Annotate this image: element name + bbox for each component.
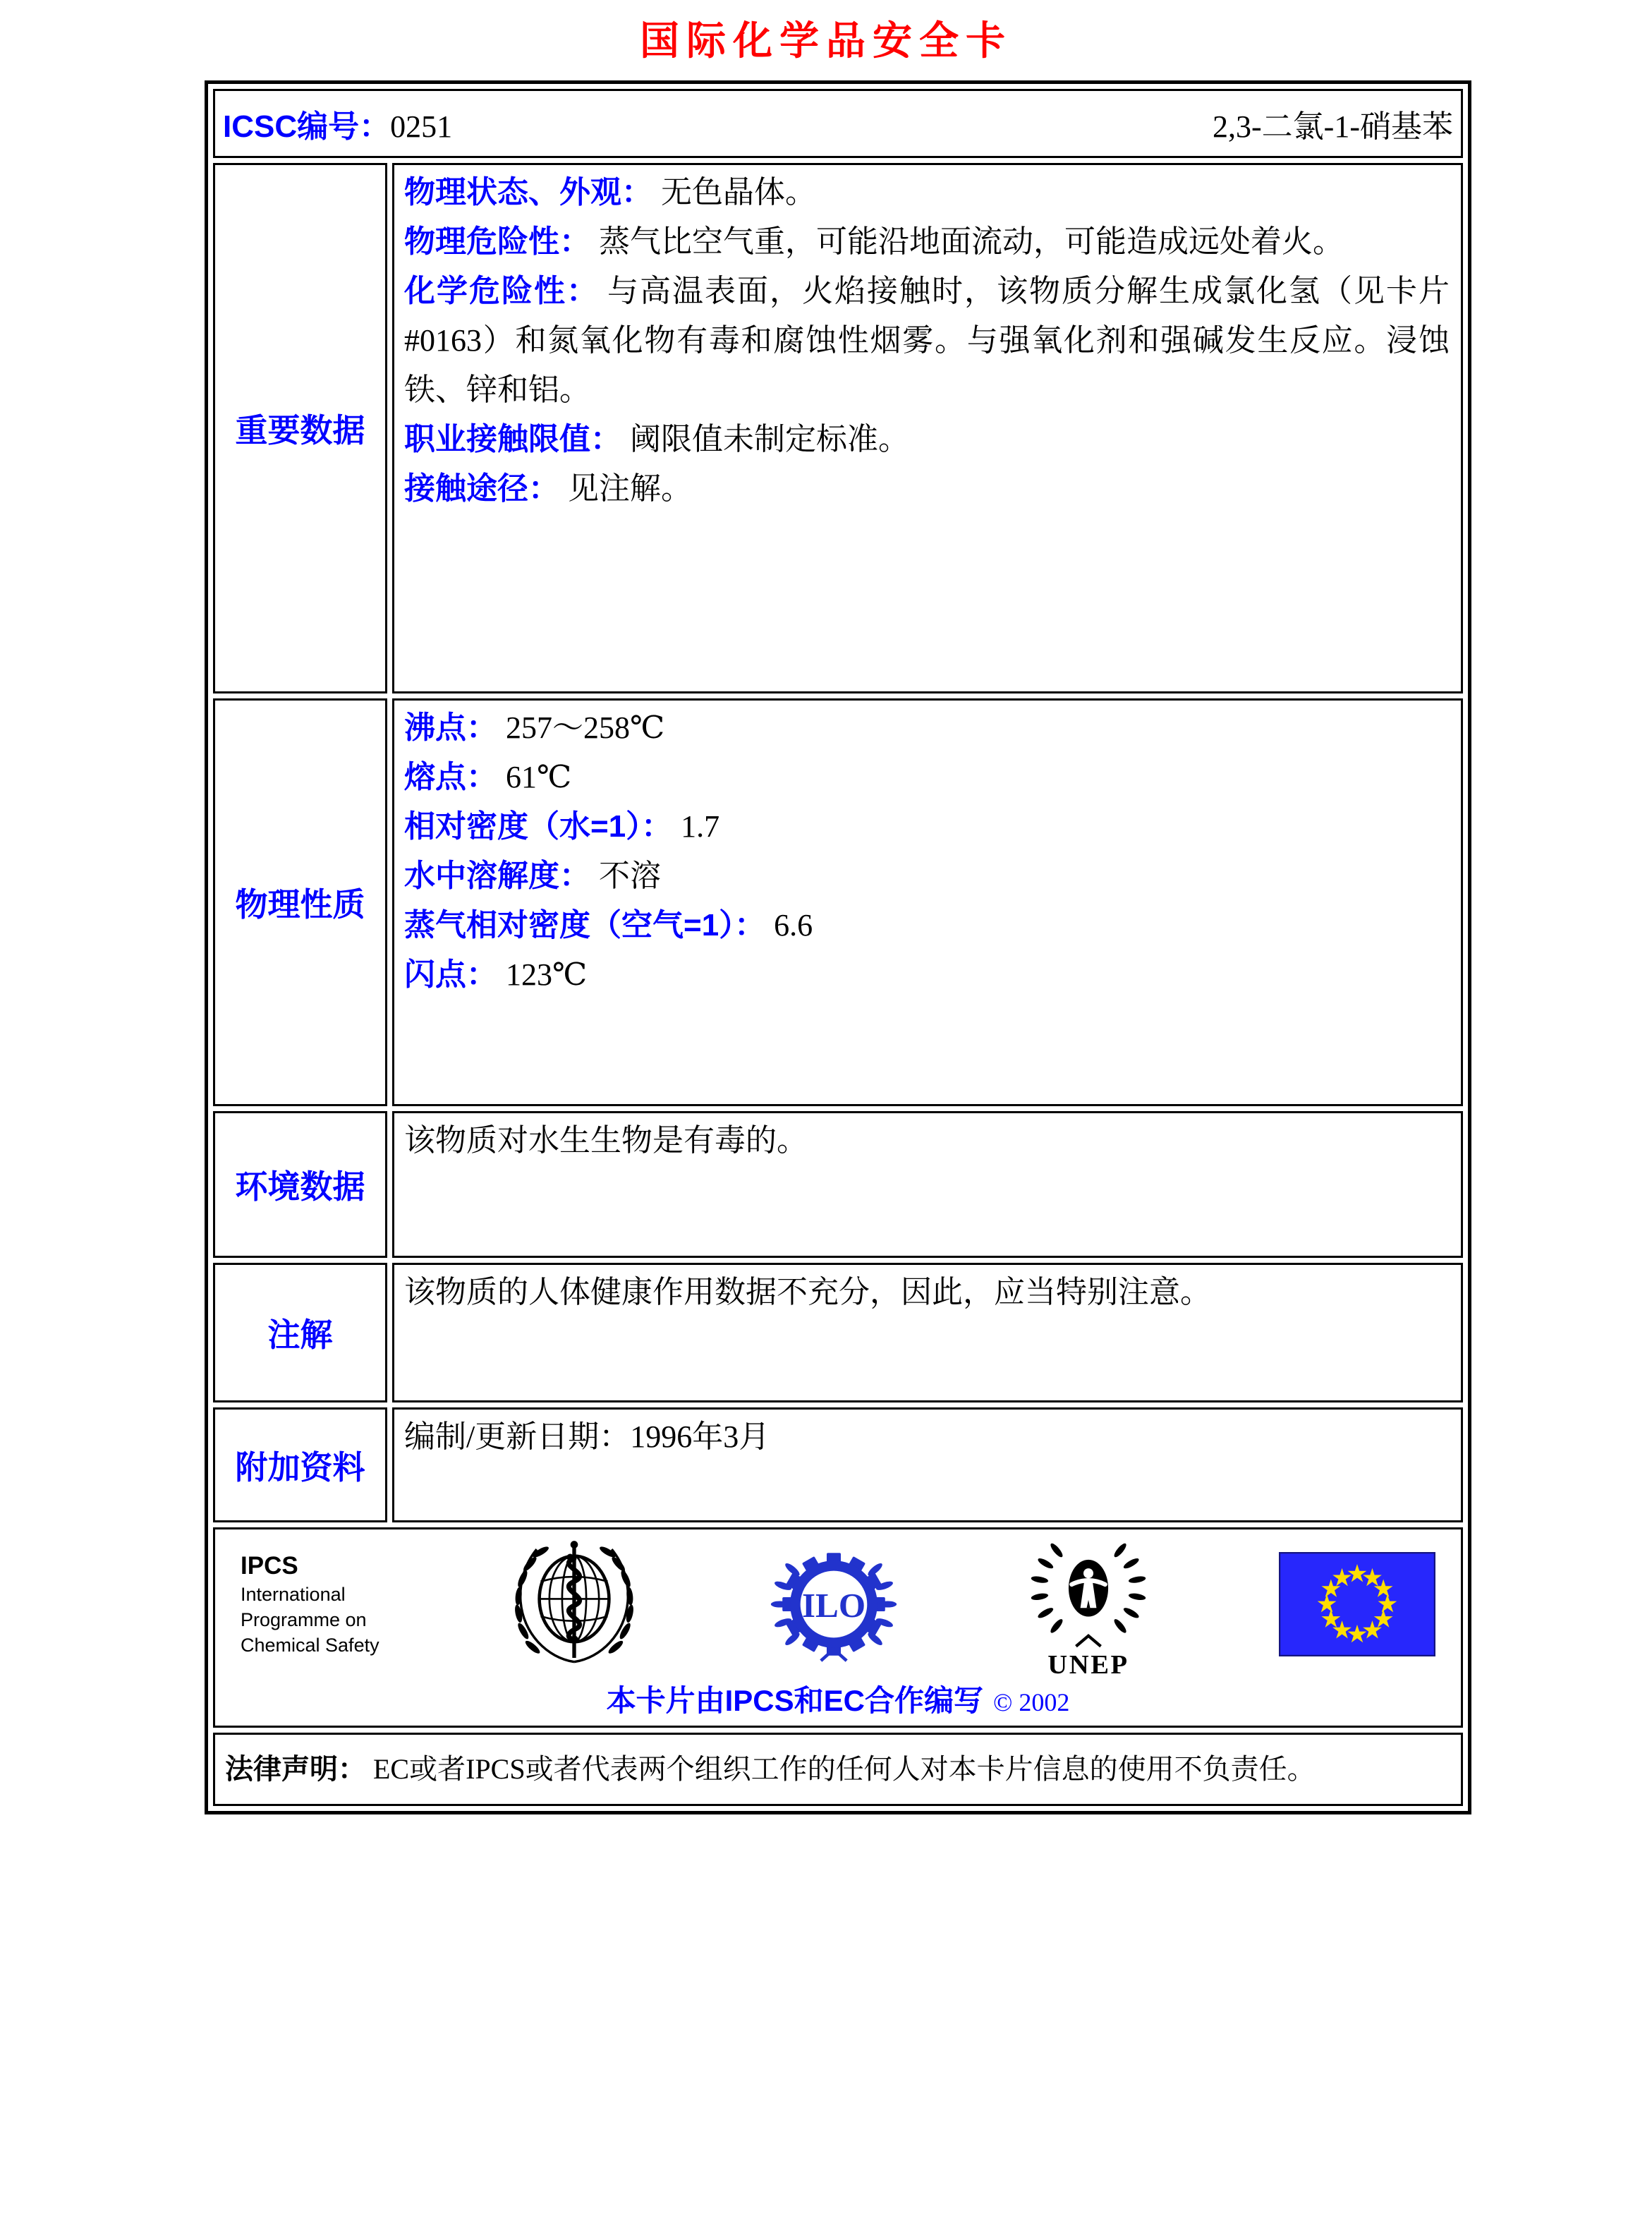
line-label: 水中溶解度： <box>404 859 590 893</box>
header-flex <box>216 92 1460 155</box>
unep-logo-text: UNEP <box>1047 1650 1129 1680</box>
line-text: 阈限值未制定标准。 <box>630 422 909 456</box>
line-text: 与高温表面，火焰接触时，该物质分解生成氯化氢（见卡片#0163）和氮氧化物有毒和腐蚀性烟雾。与强氧化剂和强碱发生反应。浸蚀铁、锌和铝。 <box>404 274 1450 407</box>
line-label: 沸点： <box>404 710 497 745</box>
data-line <box>404 217 1450 267</box>
icsc-number-value: 0251 <box>390 109 453 144</box>
data-line <box>404 1412 1450 1462</box>
line-text: 1.7 <box>681 809 720 844</box>
ipcs-text-block <box>241 1551 379 1658</box>
eu-flag-icon <box>1279 1552 1435 1656</box>
footer-row <box>213 1527 1463 1728</box>
section-content-environmental-data <box>392 1111 1463 1258</box>
line-label: 闪点： <box>404 957 497 992</box>
ipcs-line: International <box>241 1584 346 1605</box>
data-line <box>404 802 1450 852</box>
icsc-number-label: ICSC编号： <box>223 109 391 144</box>
section-content-important-data <box>392 163 1463 693</box>
data-line <box>404 415 1450 464</box>
line-text: 无色晶体。 <box>661 175 816 210</box>
data-line <box>404 852 1450 901</box>
data-line <box>404 1268 1450 1317</box>
ipcs-line: Chemical Safety <box>241 1635 379 1656</box>
footer-caption <box>241 1678 1435 1720</box>
icsc-card-table <box>205 80 1471 1814</box>
line-text: 61℃ <box>506 760 572 794</box>
section-row-important-data <box>213 163 1463 693</box>
line-text: 编制/更新日期：1996年3月 <box>404 1419 770 1454</box>
legal-cell <box>213 1733 1463 1806</box>
section-row-additional-info <box>213 1407 1463 1522</box>
line-label: 化学危险性： <box>404 274 599 308</box>
line-label: 熔点： <box>404 760 497 794</box>
line-text: 蒸气比空气重，可能沿地面流动，可能造成远处着火。 <box>599 224 1344 259</box>
line-text: 见注解。 <box>568 471 692 506</box>
who-logo-icon <box>507 1537 641 1671</box>
footer-caption-text: 本卡片由IPCS和EC合作编写 <box>606 1684 983 1717</box>
section-row-notes <box>213 1263 1463 1402</box>
line-text: 257～258℃ <box>506 710 665 745</box>
line-label: 职业接触限值： <box>404 422 621 456</box>
ilo-logo-icon <box>770 1540 898 1668</box>
legal-row <box>213 1733 1463 1806</box>
footer-cell <box>213 1527 1463 1728</box>
data-line <box>404 703 1450 753</box>
ilo-logo-text: ILO <box>802 1586 866 1625</box>
data-line <box>404 267 1450 415</box>
legal-text: EC或者IPCS或者代表两个组织工作的任何人对本卡片信息的使用不负责任。 <box>373 1753 1316 1785</box>
line-text: 该物质的人体健康作用数据不充分，因此，应当特别注意。 <box>404 1275 1211 1309</box>
line-label: 物理危险性： <box>404 224 590 259</box>
line-text: 不溶 <box>599 859 661 893</box>
section-content-notes <box>392 1263 1463 1402</box>
data-line <box>404 901 1450 950</box>
section-label-notes: 注解 <box>213 1263 387 1402</box>
footer-caption-year: © 2002 <box>993 1688 1070 1716</box>
icsc-number-group <box>223 101 452 146</box>
line-text: 123℃ <box>506 957 588 992</box>
ipcs-title: IPCS <box>241 1552 298 1580</box>
data-line <box>404 168 1450 217</box>
section-content-physical-properties <box>392 698 1463 1106</box>
line-label: 相对密度（水=1）： <box>404 809 673 844</box>
data-line <box>404 464 1450 514</box>
header-row <box>213 89 1463 158</box>
legal-label: 法律声明： <box>225 1754 366 1785</box>
section-label-physical-properties: 物理性质 <box>213 698 387 1106</box>
data-line <box>404 1116 1450 1165</box>
data-line <box>404 950 1450 1000</box>
logo-strip <box>241 1535 1435 1680</box>
section-label-environmental-data: 环境数据 <box>213 1111 387 1258</box>
page-title: 国际化学品安全卡 <box>640 18 1012 63</box>
line-text: 6.6 <box>774 908 813 943</box>
section-content-additional-info <box>392 1407 1463 1522</box>
section-row-physical-properties <box>213 698 1463 1106</box>
section-label-additional-info: 附加资料 <box>213 1407 387 1522</box>
unep-logo-icon <box>1026 1529 1150 1680</box>
line-label: 物理状态、外观： <box>404 175 652 210</box>
section-label-important-data: 重要数据 <box>213 163 387 693</box>
line-text: 该物质对水生生物是有毒的。 <box>404 1123 808 1158</box>
header-cell <box>213 89 1463 158</box>
line-label: 蒸气相对密度（空气=1）： <box>404 908 766 943</box>
ipcs-line: Programme on <box>241 1609 367 1630</box>
line-label: 接触途径： <box>404 471 559 506</box>
section-row-environmental-data <box>213 1111 1463 1258</box>
chemical-name: 2,3-二氯-1-硝基苯 <box>1213 109 1453 144</box>
data-line <box>404 753 1450 802</box>
